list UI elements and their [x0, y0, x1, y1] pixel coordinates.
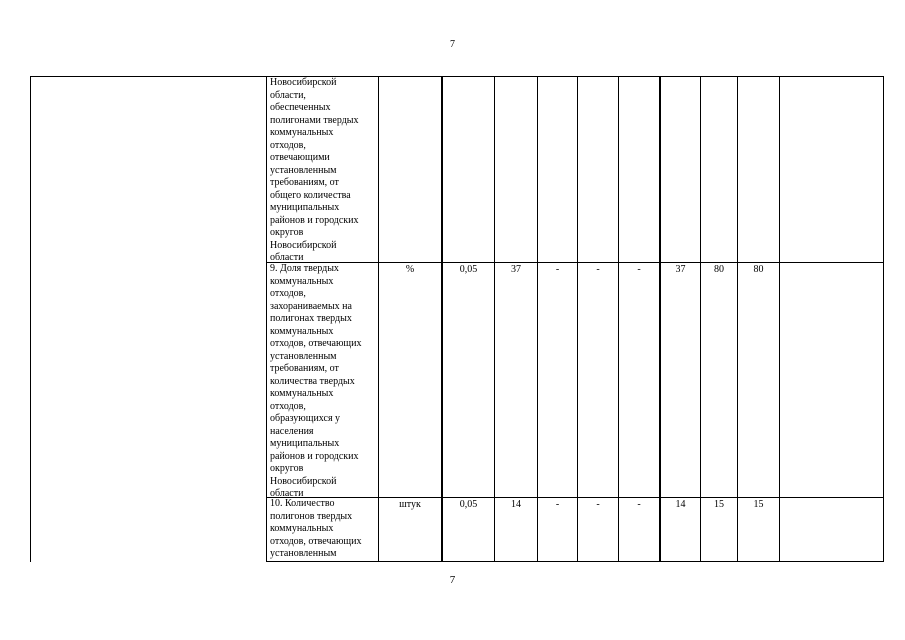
table-right-border	[883, 76, 884, 562]
column-divider	[659, 76, 661, 562]
page-number-bottom: 7	[449, 574, 456, 586]
indicator-description: 10. Количество полигонов твердых коммунальных отходов, отвечающих установленным	[270, 498, 362, 559]
column-divider	[441, 76, 443, 562]
value-cell: -	[555, 499, 560, 510]
value-cell: 80	[753, 264, 764, 275]
column-divider	[537, 76, 538, 562]
indicator-description: Новосибирской области, обеспеченных полигонами твердых коммунальных отходов, отвечающими установленным требованиям, от общего количества муниципальных районов и городских округов Новосибирской области	[270, 77, 359, 263]
value-cell: 80	[714, 264, 724, 275]
table-bottom-border	[266, 561, 884, 562]
column-divider	[779, 76, 780, 562]
column-divider	[737, 76, 738, 562]
value-cell: 15	[753, 499, 764, 510]
weight-cell: 0,05	[459, 499, 478, 510]
weight-cell: 0,05	[459, 264, 478, 275]
value-cell: 14	[511, 499, 521, 510]
page-number-top: 7	[450, 39, 455, 50]
column-divider	[494, 76, 495, 562]
table-left-border	[30, 76, 31, 562]
value-cell: -	[637, 264, 641, 275]
column-divider	[700, 76, 701, 562]
column-divider	[378, 76, 379, 562]
value-cell: 15	[714, 499, 724, 510]
value-cell: 37	[511, 264, 521, 275]
column-divider	[577, 76, 578, 562]
unit-cell: штук	[399, 499, 421, 510]
value-cell: 14	[675, 499, 686, 510]
column-divider	[266, 76, 267, 562]
value-cell: -	[596, 264, 600, 275]
value-cell: -	[555, 264, 560, 275]
unit-cell: %	[405, 264, 415, 275]
value-cell: 37	[675, 264, 686, 275]
column-divider	[618, 76, 619, 562]
indicator-description: 9. Доля твердых коммунальных отходов, захораниваемых на полигонах твердых коммунальных отходов, отвечающих установленным требованиям, от количества твердых коммунальных отходов, образующихся у населения муниципальных районов и городских округов Новосибирской области	[270, 263, 362, 499]
value-cell: -	[596, 499, 600, 510]
table-top-border	[30, 76, 884, 77]
value-cell: -	[637, 499, 641, 510]
